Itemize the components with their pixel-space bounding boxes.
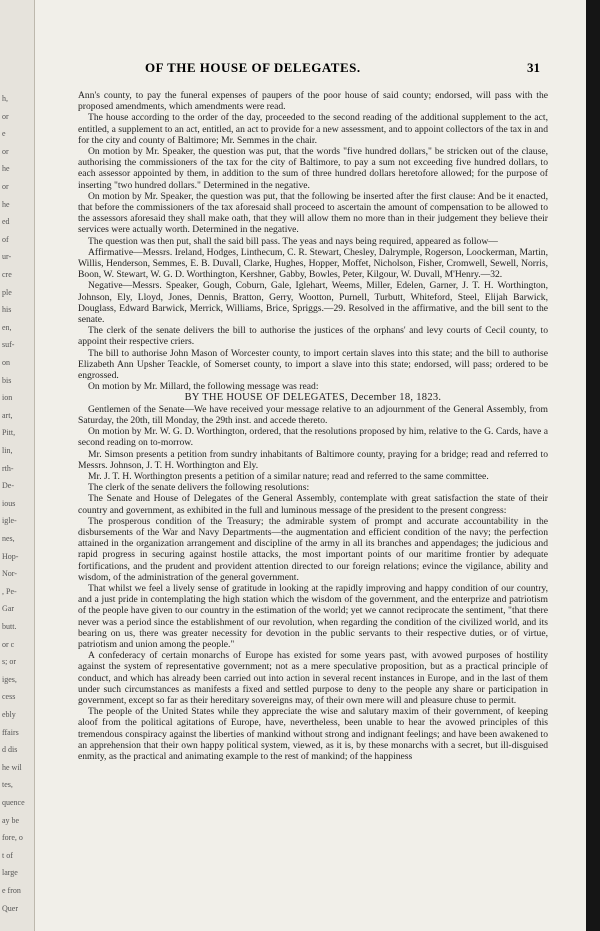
margin-bleed-text: en, — [2, 323, 12, 332]
paragraph: The house according to the order of the day, proceeded to the second reading of the additional supplement to the act, entitled, a supplement to an act, entitled, an act to provide for a new assessment, and to appoint collectors of the tax in and for the city and county of Baltimore; Mr. Semmes in the chair. — [78, 112, 548, 146]
margin-bleed-text: e — [2, 130, 6, 139]
margin-bleed-text: ebly — [2, 711, 16, 719]
margin-bleed-text: or — [2, 183, 9, 191]
margin-bleed-text: he — [2, 200, 10, 209]
margin-bleed-text: art, — [2, 411, 13, 420]
margin-bleed-text: cess — [2, 693, 16, 702]
paragraph: A confederacy of certain monarchs of Europe has existed for some years past, with avowed purposes of hostility against the system of representative government; not as a mere speculative proposition, but as a practical principle of conduct, and which has already been carried out into action in several recent instances in Europe, and in the last of them under such circumstances as manifests a fixed and settled purpose to deny to the people any share or participation in government, except so far as their hereditary sovereigns may, of their own mere will and pleasure chuse to permit. — [78, 650, 548, 706]
margin-bleed-text: De- — [2, 482, 14, 491]
paragraph: The clerk of the senate delivers the following resolutions: — [88, 482, 310, 494]
margin-bleed-text: , Pe- — [2, 587, 17, 596]
margin-bleed-text: Gar — [2, 605, 14, 614]
margin-bleed-text: ion — [2, 394, 13, 403]
paragraph: The clerk of the senate delivers the bill to authorise the justices of the orphans' and levy courts of Cecil county, to appoint their respective criers. — [78, 325, 548, 348]
margin-bleed-text: Quer — [2, 904, 18, 913]
margin-bleed-text: cre — [2, 271, 12, 279]
margin-bleed-text: ur- — [2, 253, 12, 262]
margin-bleed-text: ious — [2, 499, 16, 508]
margin-bleed-text: quence — [2, 799, 25, 807]
running-title: OF THE HOUSE OF DELEGATES. — [145, 60, 361, 75]
margin-bleed-text: h, — [2, 95, 8, 103]
margin-bleed-text: on — [2, 359, 10, 367]
paragraph: Negative—Messrs. Speaker, Gough, Coburn, Gale, Iglehart, Weems, Miller, Edelen, Garner, J. T. H. Worthington, Johnson, Ely, Lloyd, Jones, Dennis, Bratton, Gerry, Wootton, Purnell, Turbutt, Whiteford, Steel, Elijah Barwick, Douglass, Edward Barwick, Merrick, Williams, Brice, Spriggs.—29. Resolved in the affirmative, and the bill sent to the senate. — [78, 280, 548, 326]
margin-bleed-text: ed — [2, 218, 10, 227]
margin-bleed-text: of — [2, 235, 9, 244]
margin-bleed-text: he — [2, 165, 10, 174]
binding-margin — [0, 0, 35, 931]
paragraph: Ann's county, to pay the funeral expenses of paupers of the poor house of said county; endorsed, will pass with the proposed amendments, which amendments were read. — [78, 90, 548, 113]
margin-bleed-text: d dis — [2, 746, 18, 755]
margin-bleed-text: ay be — [2, 816, 20, 825]
page-number: 31 — [527, 60, 540, 75]
margin-bleed-text: Pitt, — [2, 429, 16, 438]
paragraph: On motion by Mr. Millard, the following message was read: — [88, 381, 319, 393]
margin-bleed-text: iges, — [2, 675, 17, 684]
paragraph: Mr. Simson presents a petition from sundry inhabitants of Baltimore county, praying for a bridge; read and referred to Messrs. Johnson, J. T. H. Worthington and Ely. — [78, 448, 548, 471]
margin-bleed-text: Nor- — [2, 570, 17, 579]
paragraph: Gentlemen of the Senate—We have received your message relative to an adjournment of the General Assembly, from Saturday, the 20th, till Monday, the 29th inst. and accede thereto. — [78, 403, 548, 426]
paragraph: On motion by Mr. Speaker, the question was put, that the following be inserted after the first clause: And be it enacted, that before the commissioners of the tax aforesaid shall proceed to ascertain the amount of compensation to be allowed to the assessors aforesaid they shall make oath, that they will allow them no more than in their judgement they believe their services were actually worth. Determined in the negative. — [78, 190, 548, 236]
margin-bleed-text: or c — [2, 640, 15, 649]
margin-bleed-text: or — [2, 147, 9, 156]
paragraph: Affirmative—Messrs. Ireland, Hodges, Linthecum, C. R. Stewart, Chesley, Dalrymple, Rogerson, Loockerman, Martin, Willis, Henderson, Semmes, E. B. Duvall, Clarke, Hughes, Hopper, Moffet, Nicholson, Fisher, Cromwell, Sewell, Norris, Boon, W. Stewart, W. G. D. Worthington, Kershner, Gabby, Bowles, Peter, Kilgour, W. Duvall, M'Henry.—32. — [78, 246, 548, 281]
margin-bleed-text: fore, o — [2, 834, 23, 843]
paragraph: The people of the United States while they appreciate the wise and salutary maxim of their government, of keeping aloof from the political agitations of Europe, have, nevertheless, been unable to hear the avowed principles of this tremendous conspiracy against the liberties of mankind without strong and indignant feelings; and have been awakened to an apprehension that their own happy political system, viewed, as it is, by these monarchs with a secret, but ill-disguised enmity, as the practical and animating example to the rest of mankind; of the happiness — [78, 706, 548, 762]
margin-bleed-text: Hop- — [2, 552, 19, 561]
margin-bleed-text: rth- — [2, 464, 14, 473]
paragraph: The prosperous condition of the Treasury; the admirable system of prompt and accurate accountability in the disbursements of the War and Navy Departments—the augmentation and efficient condition of the navy; the perfection attained in the organization arrangement and discipline of the army in all its branches and appendages; the judicious and rapid progress in securing against hostile attacks, the most important points of our maritime frontier by adequate fortifications, and the prudent and provident attention directed to our foreign relations; evince the vigilance, ability and wisdom, of the administration of the general government. — [78, 515, 548, 583]
margin-bleed-text: ffairs — [2, 728, 19, 737]
page-body — [78, 90, 548, 762]
paragraph: The question was then put, shall the said bill pass. The yeas and nays being required, appeared as follow— — [88, 235, 498, 247]
margin-bleed-text: his — [2, 306, 12, 315]
margin-bleed-text: nes, — [2, 535, 15, 543]
margin-bleed-text: ple — [2, 288, 12, 297]
paragraph: That whilst we feel a lively sense of gratitude in looking at the rapidly improving and happy condition of our country, and a just pride in contemplating the high station which the wisdom of the government, and the enterprize and patriotism of the people have given to our country in the estimation of the world; yet we cannot reciprocate the sentiment, "that there never was a period since the establishment of our revolution, when regarding the condition of the civilized world, and its bearing on us, there was greater necessity for devotion in the public servants to their respective duties, or of virtue, patriotism and union among the people." — [78, 582, 548, 650]
paragraph: On motion by Mr. W. G. D. Worthington, ordered, that the resolutions proposed by him, relative to the G. Cards, have a second reading on to-morrow. — [78, 426, 548, 449]
paragraph: On motion by Mr. Speaker, the question was put, that the words "five hundred dollars," be stricken out of the clause, authorising the commissioners of the tax for the city of Baltimore, to pay a sum not exceeding five hundred dollars, to each assessor appointed by them, in addition to the sum of three hundred dollars heretofore allowed; for the purpose of inserting "two hundred dollars." Determined in the negative. — [78, 146, 548, 191]
margin-bleed-text: he wil — [2, 763, 22, 772]
margin-bleed-text: large — [2, 869, 18, 878]
message-heading: BY THE HOUSE OF DELEGATES, December 18, 1823. — [184, 392, 442, 404]
paragraph: Mr. J. T. H. Worthington presents a petition of a similar nature; read and referred to the same committee. — [88, 470, 489, 482]
margin-bleed-text: bis — [2, 376, 12, 385]
margin-bleed-text: butt. — [2, 623, 17, 631]
paragraph: The Senate and House of Delegates of the General Assembly, contemplate with great satisfaction the state of their country and government, as exhibited in the full and luminous message of the president to the present congress: — [78, 493, 548, 516]
margin-bleed-text: suf- — [2, 341, 15, 350]
paragraph: The bill to authorise John Mason of Worcester county, to import certain slaves into this state; and the bill to authorise Elizabeth Ann Upsher Teackle, of Somerset county, to import a slave into this state; endorsed, will pass; ordered to be engrossed. — [78, 347, 548, 382]
page-header — [60, 60, 540, 80]
margin-bleed-text: tes, — [2, 781, 13, 790]
margin-bleed-text: lin, — [2, 447, 13, 455]
margin-bleed-text: e fron — [2, 887, 21, 895]
margin-bleed-text: igle- — [2, 517, 17, 526]
scan-edge — [586, 0, 600, 931]
margin-bleed-text: t of — [2, 851, 13, 860]
margin-bleed-text: or — [2, 112, 9, 121]
margin-bleed-text: s; or — [2, 658, 16, 667]
